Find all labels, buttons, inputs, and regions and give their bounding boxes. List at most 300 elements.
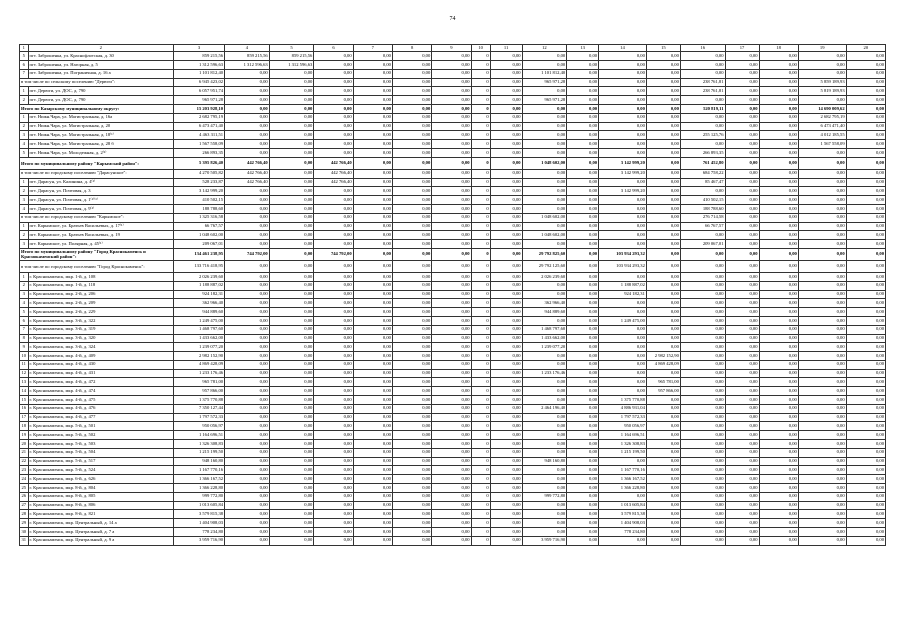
address-cell: г. Краснокаменск, мкр. 4-й, д. 475 [28,396,174,405]
value-cell: 0,00 [599,457,647,466]
value-cell: 0,00 [353,196,392,205]
value-cell: 0,00 [353,222,392,231]
value-cell: 0,00 [490,378,522,387]
value-cell: 0 [471,510,490,519]
value-cell: 0,00 [725,157,759,169]
value-cell: 0,00 [353,131,392,140]
value-cell: 0,00 [353,290,392,299]
value-cell: 0,00 [353,492,392,501]
value-cell: 1 013 605,84 [599,501,647,510]
value-cell: 0,00 [759,466,798,475]
column-number-cell: 18 [759,45,798,52]
value-cell: 0,00 [798,260,846,272]
value-cell: 0,00 [646,213,680,222]
value-cell: 0,00 [392,248,431,260]
value-cell: 4 463 311,51 [174,131,225,140]
table-row [20,148,886,157]
value-cell: 0,00 [269,213,314,222]
value-cell: 0,00 [759,519,798,528]
value-cell: 0,00 [314,122,353,131]
column-number-cell: 15 [646,45,680,52]
value-cell: 0,00 [392,60,431,69]
value-cell: 0,00 [522,187,567,196]
value-cell: 0,00 [680,122,725,131]
value-cell: 0,00 [314,96,353,105]
value-cell: 442 766,40 [314,157,353,169]
value-cell: 0,00 [646,222,680,231]
address-cell: пгт. Дарасун, ул. Почтовая, д. 3 [28,187,174,196]
address-cell: пгт. Дарасун, ул. Почтовая, д. 9⁽¹⁾ [28,204,174,213]
value-cell: 0,00 [759,475,798,484]
value-cell: 29 792 125,60 [522,260,567,272]
value-cell: 0,00 [522,178,567,187]
row-number-cell: 2 [20,281,29,290]
value-cell: 0 [471,204,490,213]
value-cell: 0,00 [314,222,353,231]
value-cell: 0,00 [432,187,471,196]
value-cell: 0 [471,466,490,475]
value-cell: 0,00 [225,222,270,231]
value-cell: 0,00 [798,316,846,325]
table-row [20,440,886,449]
value-cell: 0,00 [759,178,798,187]
value-cell: 1 048 602,00 [522,213,567,222]
value-cell: 0,00 [567,60,599,69]
value-cell: 0,00 [846,96,885,105]
value-cell: 0,00 [567,448,599,457]
value-cell: 0,00 [490,360,522,369]
value-cell: 0,00 [759,281,798,290]
value-cell: 266 893,35 [680,148,725,157]
value-cell: 0,00 [432,422,471,431]
row-number-cell: 8 [20,334,29,343]
column-number-cell: 9 [432,45,471,52]
row-number-cell: 7 [20,325,29,334]
value-cell: 0,00 [314,240,353,249]
value-cell: 0,00 [680,378,725,387]
address-cell: г. Краснокаменск, мкр. 5-й, д. 503 [28,440,174,449]
value-cell: 0,00 [490,413,522,422]
value-cell: 0,00 [599,104,647,113]
value-cell: 0,00 [599,536,647,545]
value-cell: 1 433 662,00 [522,334,567,343]
value-cell: 2 982 152,90 [174,352,225,361]
value-cell: 0,00 [314,87,353,96]
value-cell: 0,00 [225,231,270,240]
value-cell: 0,00 [522,122,567,131]
value-cell: 0,00 [646,325,680,334]
value-cell: 0,00 [846,157,885,169]
value-cell: 0,00 [392,387,431,396]
value-cell: 0 [471,387,490,396]
value-cell: 0,00 [225,369,270,378]
value-cell: 0,00 [725,178,759,187]
value-cell: 0,00 [225,308,270,317]
value-cell: 0,00 [392,440,431,449]
value-cell: 0,00 [225,148,270,157]
value-cell: 0,00 [680,396,725,405]
value-cell: 744 792,00 [225,248,270,260]
table-row [20,369,886,378]
value-cell: 957 866,00 [646,387,680,396]
value-cell: 0,00 [314,299,353,308]
page-number: 74 [449,16,456,22]
value-cell: 1 013 605,84 [174,501,225,510]
value-cell: 0,00 [490,52,522,61]
value-cell: 0,00 [353,169,392,178]
table-row [20,52,886,61]
value-cell: 859 215,56 [269,52,314,61]
address-cell: г. Краснокаменск, мкр. 1-й, д. 118 [28,281,174,290]
value-cell: 1 249 475,00 [599,316,647,325]
value-cell: 0,00 [522,528,567,537]
value-cell: 209 067,01 [680,240,725,249]
value-cell: 0,00 [599,140,647,149]
value-cell: 924 182,31 [174,290,225,299]
value-cell: 0,00 [269,457,314,466]
value-cell: 238 761,81 [680,87,725,96]
value-cell: 442 766,40 [225,178,270,187]
value-cell: 0,00 [567,360,599,369]
table-row [20,396,886,405]
value-cell: 0 [471,157,490,169]
value-cell: 0,00 [522,204,567,213]
value-cell: 0,00 [725,369,759,378]
value-cell: 0,00 [759,413,798,422]
value-cell: 4 869 428,09 [174,360,225,369]
value-cell: 0,00 [725,334,759,343]
value-cell: 0,00 [392,308,431,317]
address-cell: пгт. Карымское, ул. Братьев Васильевых, д. 19 [28,231,174,240]
value-cell: 0,00 [225,528,270,537]
address-cell: г. Краснокаменск, мкр. 2-й, д. 229 [28,308,174,317]
value-cell: 0,00 [225,352,270,361]
value-cell: 0,00 [353,299,392,308]
value-cell: 1 215 199,50 [174,448,225,457]
row-number-cell: 15 [20,396,29,405]
value-cell: 0,00 [599,222,647,231]
value-cell: 0,00 [490,69,522,78]
value-cell: 0,00 [432,519,471,528]
value-cell: 0,00 [522,352,567,361]
value-cell: 0 [471,528,490,537]
value-cell: 0,00 [680,343,725,352]
value-cell: 0,00 [846,213,885,222]
address-cell: пгт. Карымское, ул. Полярная, д. 45⁽¹⁾ [28,240,174,249]
value-cell: 0,00 [646,140,680,149]
table-row [20,316,886,325]
row-number-cell: 2 [20,122,29,131]
value-cell: 442 766,40 [225,169,270,178]
value-cell: 0,00 [680,404,725,413]
value-cell: 0,00 [392,528,431,537]
value-cell: 0,00 [798,299,846,308]
value-cell: 0,00 [846,404,885,413]
value-cell: 0,00 [353,69,392,78]
value-cell: 0,00 [353,519,392,528]
value-cell: 0,00 [567,157,599,169]
section-label-cell: Итого по муниципальному району "Город Краснокаменск и Краснокаменский район": [20,248,174,260]
value-cell: 0,00 [725,104,759,113]
value-cell: 0,00 [759,131,798,140]
value-cell: 0,00 [353,187,392,196]
value-cell: 0,00 [680,69,725,78]
value-cell: 0,00 [798,519,846,528]
value-cell: 0,00 [680,248,725,260]
value-cell: 85 467,47 [680,178,725,187]
value-cell: 0,00 [392,290,431,299]
value-cell: 362 966,40 [522,299,567,308]
value-cell: 0,00 [522,431,567,440]
value-cell: 0,00 [490,396,522,405]
value-cell: 1 101 812,40 [522,69,567,78]
value-cell: 0,00 [353,484,392,493]
value-cell: 0,00 [432,196,471,205]
address-cell: г. Краснокаменск, мкр. 3-й, д. 324 [28,343,174,352]
value-cell: 0,00 [392,113,431,122]
value-cell: 0,00 [269,78,314,87]
value-cell: 0,00 [646,272,680,281]
value-cell: 0,00 [432,352,471,361]
value-cell: 0,00 [432,457,471,466]
value-cell: 0,00 [646,290,680,299]
value-cell: 0,00 [269,169,314,178]
value-cell: 0,00 [314,484,353,493]
value-cell: 0,00 [759,148,798,157]
value-cell: 0,00 [432,52,471,61]
value-cell: 0,00 [432,325,471,334]
row-number-cell: 26 [20,492,29,501]
value-cell: 0,00 [846,281,885,290]
value-cell: 0,00 [680,501,725,510]
value-cell: 0,00 [269,404,314,413]
value-cell: 0,00 [846,387,885,396]
value-cell: 0,00 [225,510,270,519]
value-cell: 0,00 [392,131,431,140]
row-number-cell: 5 [20,148,29,157]
value-cell: 0 [471,492,490,501]
row-number-cell: 4 [20,204,29,213]
value-cell: 0,00 [490,334,522,343]
value-cell: 0,00 [725,352,759,361]
value-cell: 0,00 [798,501,846,510]
value-cell: 0,00 [269,387,314,396]
value-cell: 684 758,22 [680,169,725,178]
row-number-cell: 7 [20,69,29,78]
value-cell: 0,00 [680,290,725,299]
row-number-cell: 30 [20,528,29,537]
value-cell: 0,00 [392,369,431,378]
value-cell: 0,00 [646,96,680,105]
value-cell: 0,00 [725,475,759,484]
value-cell: 761 452,80 [680,157,725,169]
value-cell: 0,00 [353,281,392,290]
value-cell: 1 048 602,00 [522,157,567,169]
value-cell: 0,00 [314,352,353,361]
value-cell: 0,00 [353,272,392,281]
value-cell: 0,00 [725,260,759,272]
value-cell: 0,00 [646,413,680,422]
value-cell: 3 579 815,38 [599,510,647,519]
value-cell: 0,00 [392,204,431,213]
value-cell: 276 714,58 [680,213,725,222]
table-row [20,343,886,352]
value-cell: 0,00 [432,104,471,113]
value-cell: 1 164 696,51 [174,431,225,440]
value-cell: 0,00 [353,396,392,405]
value-cell: 0,00 [567,510,599,519]
value-cell: 0,00 [392,466,431,475]
value-cell: 0,00 [225,240,270,249]
row-number-cell: 4 [20,140,29,149]
value-cell: 0,00 [522,140,567,149]
value-cell: 0,00 [522,360,567,369]
table-row [20,325,886,334]
value-cell: 0,00 [567,369,599,378]
value-cell: 0,00 [314,413,353,422]
value-cell: 0,00 [759,204,798,213]
value-cell: 0,00 [567,240,599,249]
value-cell: 0,00 [846,187,885,196]
value-cell: 0,00 [353,422,392,431]
section-label-cell: в том числе по сельскому поселению "Дерюги": [20,78,174,87]
value-cell: 0,00 [392,536,431,545]
value-cell: 0,00 [759,248,798,260]
row-number-cell: 27 [20,501,29,510]
value-cell: 0,00 [567,131,599,140]
value-cell: 0,00 [225,501,270,510]
value-cell: 0,00 [759,457,798,466]
column-number-cell: 8 [392,45,431,52]
value-cell: 0,00 [392,104,431,113]
value-cell: 0,00 [490,290,522,299]
value-cell: 0 [471,272,490,281]
address-cell: г. Краснокаменск, мкр. 8-й, д. 806 [28,501,174,510]
value-cell: 0,00 [759,369,798,378]
value-cell: 0,00 [798,248,846,260]
value-cell: 0,00 [269,448,314,457]
section-label-cell: Итого по муниципальному району "Карымский район": [20,157,174,169]
value-cell: 0,00 [680,334,725,343]
value-cell: 0,00 [314,213,353,222]
value-cell: 6 473 471,40 [174,122,225,131]
value-cell: 0,00 [725,448,759,457]
value-cell: 0,00 [567,96,599,105]
value-cell: 0,00 [490,316,522,325]
value-cell: 0,00 [490,484,522,493]
value-cell: 0,00 [269,431,314,440]
value-cell: 0,00 [759,484,798,493]
value-cell: 0,00 [759,78,798,87]
value-cell: 0,00 [599,308,647,317]
value-cell: 0,00 [353,334,392,343]
value-cell: 0,00 [432,448,471,457]
value-cell: 0,00 [759,431,798,440]
table-row [20,431,886,440]
value-cell: 0,00 [432,492,471,501]
value-cell: 0,00 [798,222,846,231]
value-cell: 0,00 [490,260,522,272]
value-cell: 0,00 [798,52,846,61]
value-cell: 0,00 [314,422,353,431]
row-number-cell: 6 [20,60,29,69]
value-cell: 1 233 176,46 [174,369,225,378]
value-cell: 0,00 [225,440,270,449]
value-cell: 0,00 [314,440,353,449]
row-number-cell: 31 [20,536,29,545]
table-row [20,536,886,545]
value-cell: 2 026 239,60 [522,272,567,281]
value-cell: 0,00 [490,148,522,157]
value-cell: 0,00 [759,113,798,122]
value-cell: 0 [471,448,490,457]
value-cell: 0,00 [798,96,846,105]
value-cell: 0,00 [490,492,522,501]
subtotal-row [20,78,886,87]
value-cell: 0,00 [269,369,314,378]
value-cell: 0,00 [392,78,431,87]
value-cell: 6 057 951,74 [174,87,225,96]
value-cell: 0,00 [432,316,471,325]
value-cell: 0,00 [680,440,725,449]
table-row [20,122,886,131]
value-cell: 778 234,80 [174,528,225,537]
value-cell: 0,00 [269,187,314,196]
value-cell: 0,00 [646,334,680,343]
value-cell: 0,00 [680,272,725,281]
table-row [20,528,886,537]
value-cell: 0,00 [567,272,599,281]
value-cell: 0,00 [725,492,759,501]
value-cell: 255 125,76 [680,131,725,140]
value-cell: 0,00 [567,440,599,449]
value-cell: 0,00 [490,196,522,205]
value-cell: 362 966,40 [174,299,225,308]
address-cell: г. Краснокаменск, мкр. 5-й, д. 517 [28,457,174,466]
value-cell: 0 [471,501,490,510]
value-cell: 5 395 826,40 [174,157,225,169]
value-cell: 0,00 [599,492,647,501]
value-cell: 0,00 [353,248,392,260]
row-number-cell: 20 [20,440,29,449]
table-row [20,457,886,466]
table-row [20,204,886,213]
value-cell: 0 [471,536,490,545]
value-cell: 0,00 [432,440,471,449]
value-cell: 0,00 [725,413,759,422]
repair-schedule-table [19,44,886,546]
value-cell: 0,00 [353,448,392,457]
value-cell: 0,00 [314,378,353,387]
value-cell: 1 375 770,88 [174,396,225,405]
value-cell: 0,00 [599,240,647,249]
row-number-cell: 1 [20,272,29,281]
value-cell: 0,00 [353,52,392,61]
value-cell: 0,00 [798,510,846,519]
address-cell: г. Краснокаменск, мкр. 8-й, д. 821 [28,510,174,519]
value-cell: 0,00 [646,343,680,352]
table-row [20,299,886,308]
value-cell: 0,00 [759,222,798,231]
value-cell: 950 056,97 [174,422,225,431]
value-cell: 1 312 596,63 [174,60,225,69]
column-number-cell: 6 [314,45,353,52]
value-cell: 0,00 [269,260,314,272]
row-number-cell: 5 [20,52,29,61]
value-cell: 0,00 [269,413,314,422]
value-cell: 0,00 [432,140,471,149]
value-cell: 0 [471,169,490,178]
